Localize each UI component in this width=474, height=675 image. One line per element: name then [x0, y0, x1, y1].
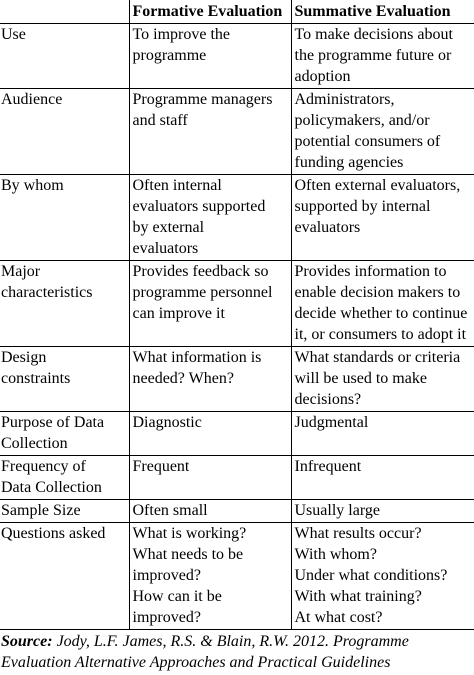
cell-text-line: Audience — [1, 91, 63, 108]
cell-text-line: adoption — [294, 68, 351, 85]
cell-text-line: evaluators supported — [132, 198, 266, 215]
cell-text-line: With whom? — [294, 546, 377, 563]
header-formative: Formative Evaluation — [129, 0, 291, 24]
source-label: Source: — [1, 633, 53, 650]
cell-text-line: funding agencies — [294, 154, 404, 171]
cell-text-line: decisions? — [294, 391, 362, 408]
cell-text-line: To make decisions about — [294, 26, 453, 43]
table-row — [0, 412, 474, 456]
formative-cell — [129, 347, 291, 412]
cell-text-line: Often external evaluators, — [294, 177, 461, 194]
aspect-cell — [0, 456, 129, 500]
cell-text-line: Under what conditions? — [294, 567, 448, 584]
cell-text-line: Purpose of Data — [1, 414, 105, 431]
cell-text-line: Data Collection — [1, 479, 102, 496]
aspect-cell — [0, 523, 129, 630]
cell-text-line: Diagnostic — [132, 414, 202, 431]
summative-cell — [291, 175, 474, 261]
cell-text-line: supported by internal — [294, 198, 431, 215]
cell-text-line: programme personnel — [132, 284, 273, 301]
cell-text-line: Frequent — [132, 458, 190, 475]
table-row — [0, 500, 474, 523]
cell-text-line: What standards or criteria — [294, 349, 461, 366]
cell-text-line: can improve it — [132, 305, 225, 322]
summative-cell — [291, 456, 474, 500]
cell-text-line: characteristics — [1, 284, 93, 301]
aspect-cell — [0, 347, 129, 412]
aspect-cell — [0, 500, 129, 523]
aspect-cell — [0, 175, 129, 261]
cell-text-line: Often internal — [132, 177, 222, 194]
formative-cell — [129, 261, 291, 347]
cell-text-line: Infrequent — [294, 458, 362, 475]
table-row — [0, 523, 474, 630]
cell-text-line: Design — [1, 349, 47, 366]
cell-text-line: it, or consumers to adopt it — [294, 326, 467, 343]
cell-text-line: Programme managers — [132, 91, 273, 108]
summative-cell — [291, 261, 474, 347]
summative-cell — [291, 24, 474, 89]
cell-text-line: What information is — [132, 349, 262, 366]
summative-cell — [291, 412, 474, 456]
summative-cell — [291, 500, 474, 523]
cell-text-line: evaluators — [132, 240, 199, 257]
table-row — [0, 261, 474, 347]
cell-text-line: What results occur? — [294, 525, 422, 542]
table-row — [0, 24, 474, 89]
table-row — [0, 89, 474, 175]
table-row — [0, 175, 474, 261]
cell-text-line: Use — [1, 26, 26, 43]
cell-text-line: needed? When? — [132, 370, 234, 387]
header-aspect — [0, 0, 129, 24]
table-row — [0, 347, 474, 412]
cell-text-line: Usually large — [294, 502, 380, 519]
table-row — [0, 456, 474, 500]
formative-cell — [129, 456, 291, 500]
cell-text-line: by external — [132, 219, 205, 236]
source-citation — [0, 631, 474, 673]
formative-cell — [129, 89, 291, 175]
cell-text-line: programme — [132, 47, 207, 64]
cell-text-line: By whom — [1, 177, 64, 194]
aspect-cell — [0, 24, 129, 89]
cell-text-line: Major — [1, 263, 41, 280]
formative-cell — [129, 24, 291, 89]
formative-cell — [129, 175, 291, 261]
table-header-row — [0, 0, 474, 24]
formative-cell — [129, 412, 291, 456]
cell-text-line: Questions asked — [1, 525, 106, 542]
cell-text-line: Judgmental — [294, 414, 369, 431]
cell-text-line: Often small — [132, 502, 208, 519]
cell-text-line: constraints — [1, 370, 71, 387]
summative-cell — [291, 347, 474, 412]
header-summative: Summative Evaluation — [291, 0, 474, 24]
cell-text-line: will be used to make — [294, 370, 427, 387]
summative-cell — [291, 523, 474, 630]
cell-text-line: decide whether to continue — [294, 305, 468, 322]
cell-text-line: and staff — [132, 112, 188, 129]
source-text-line: Evaluation Alternative Approaches and Practical Guidelines — [1, 654, 391, 671]
cell-text-line: At what cost? — [294, 609, 383, 626]
cell-text-line: improved? — [132, 567, 201, 584]
cell-text-line: What is working? — [132, 525, 247, 542]
cell-text-line: Sample Size — [1, 502, 81, 519]
summative-cell — [291, 89, 474, 175]
cell-text-line: Provides information to — [294, 263, 447, 280]
aspect-cell — [0, 412, 129, 456]
cell-text-line: Provides feedback so — [132, 263, 269, 280]
table-body — [0, 24, 474, 630]
cell-text-line: evaluators — [294, 219, 361, 236]
aspect-cell — [0, 89, 129, 175]
cell-text-line: Collection — [1, 435, 68, 452]
cell-text-line: enable decision makers to — [294, 284, 461, 301]
formative-cell — [129, 523, 291, 630]
cell-text-line: the programme future or — [294, 47, 452, 64]
formative-cell — [129, 500, 291, 523]
cell-text-line: With what training? — [294, 588, 422, 605]
cell-text-line: policymakers, and/or — [294, 112, 430, 129]
cell-text-line: How can it be — [132, 588, 222, 605]
aspect-cell — [0, 261, 129, 347]
cell-text-line: To improve the — [132, 26, 231, 43]
cell-text-line: What needs to be — [132, 546, 244, 563]
cell-text-line: Administrators, — [294, 91, 395, 108]
source-text-line: Jody, L.F. James, R.S. & Blain, R.W. 2012. Programme — [56, 633, 409, 650]
cell-text-line: potential consumers of — [294, 133, 441, 150]
cell-text-line: improved? — [132, 609, 201, 626]
cell-text-line: Frequency of — [1, 458, 86, 475]
